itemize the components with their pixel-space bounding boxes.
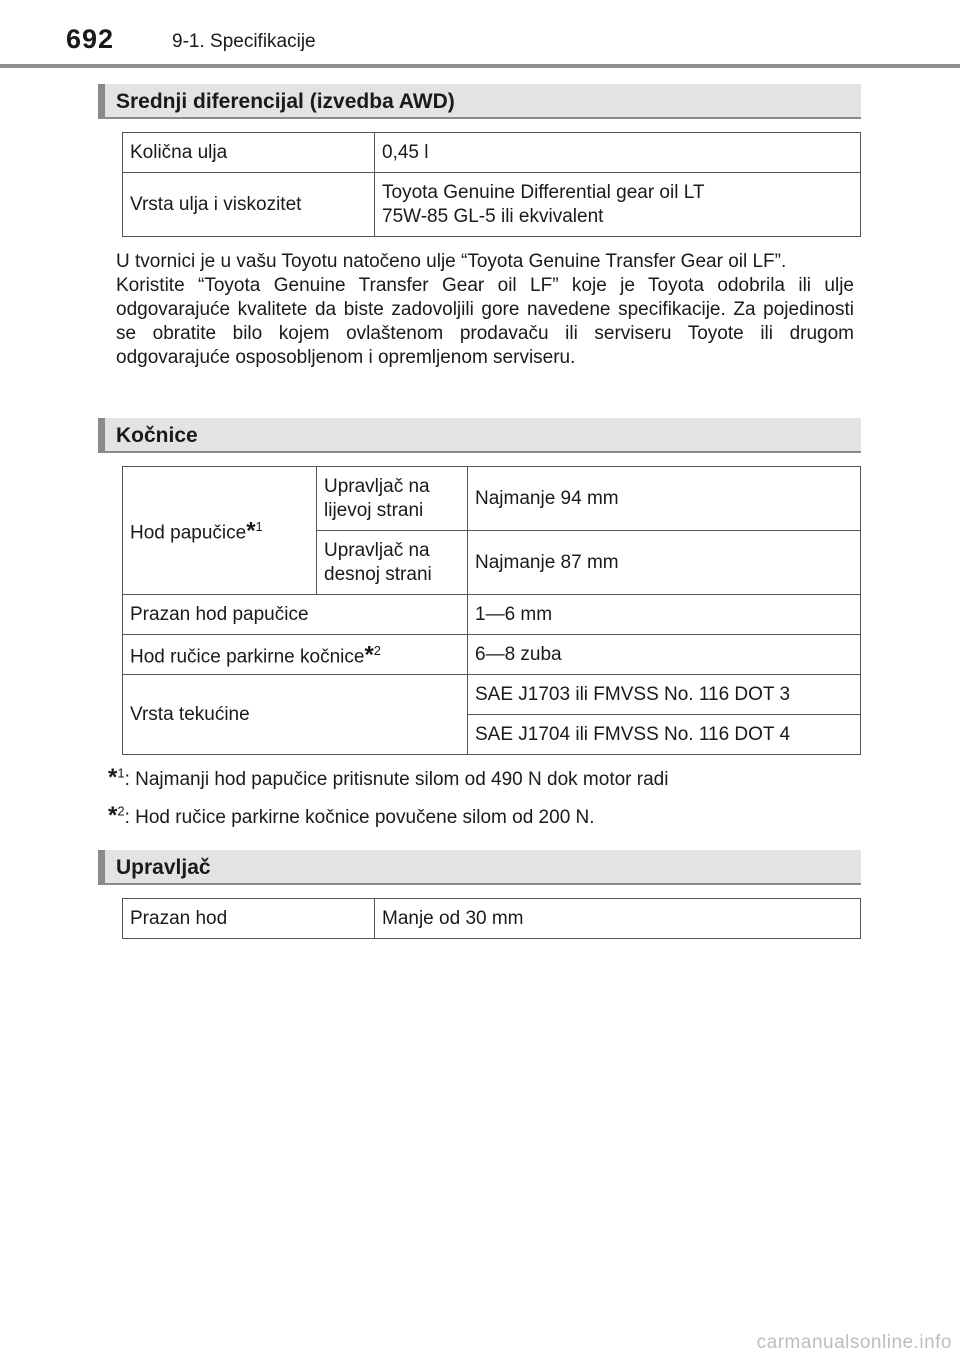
footnote-star: * xyxy=(364,641,374,669)
table-row xyxy=(123,173,861,237)
footnote-star: * xyxy=(246,517,256,545)
section-heading-bar xyxy=(98,418,105,451)
footnote-star: * xyxy=(108,802,118,829)
section-heading-bar xyxy=(98,84,105,117)
page-header xyxy=(0,0,960,70)
section-heading-steering xyxy=(98,850,861,885)
brakes-table xyxy=(122,466,861,755)
footnote xyxy=(108,764,668,792)
footnote-number: 2 xyxy=(117,803,125,819)
sublabel-line: Upravljač na xyxy=(324,475,430,497)
footnote xyxy=(108,802,595,830)
section-title: Kočnice xyxy=(116,424,198,447)
table-cell-value xyxy=(375,173,861,237)
differential-table xyxy=(122,132,861,237)
table-cell-label xyxy=(123,467,317,595)
table-cell-value: Najmanje 94 mm xyxy=(468,467,861,531)
section-heading-bar xyxy=(98,850,105,883)
table-cell-label xyxy=(123,635,468,675)
table-row xyxy=(123,899,861,939)
value-line: Toyota Genuine Differential gear oil LT xyxy=(382,181,705,203)
table-cell-label: Vrsta tekućine xyxy=(123,675,468,755)
table-row xyxy=(123,133,861,173)
table-cell-value: Najmanje 87 mm xyxy=(468,531,861,595)
page-number: 692 xyxy=(66,24,115,54)
table-cell-value: 1—6 mm xyxy=(468,595,861,635)
footnote-number: 1 xyxy=(255,519,263,535)
table-cell-value: 6—8 zuba xyxy=(468,635,861,675)
chapter-title: 9-1. Specifikacije xyxy=(172,31,316,52)
header-rule xyxy=(0,64,960,68)
table-cell-label: Količna ulja xyxy=(123,133,375,173)
table-cell-value: SAE J1703 ili FMVSS No. 116 DOT 3 xyxy=(468,675,861,715)
steering-table xyxy=(122,898,861,939)
paragraph: Koristite “Toyota Genuine Transfer Gear oil LF” koje je Toyota odobrila ili ulje odgovarajuće kvalitete da biste zadovoljili gore navedene specifikacije. Za pojedinosti se obratite bilo kojem ovlaštenom prodavaču ili serviseru Toyote ili drugom odgovarajuće osposobljenom i opremljenom serviseru. xyxy=(116,275,854,368)
section-heading-differential xyxy=(98,84,861,119)
footnote-star: * xyxy=(108,764,118,791)
pedal-travel-label: Hod papučice xyxy=(130,522,247,544)
table-row xyxy=(123,675,861,715)
sublabel-line: Upravljač na xyxy=(324,539,430,561)
section-title: Upravljač xyxy=(116,856,211,879)
section-title: Srednji diferencijal (izvedba AWD) xyxy=(116,90,455,113)
footnote-text: : Hod ručice parkirne kočnice povučene silom od 200 N. xyxy=(124,807,595,828)
table-row xyxy=(123,595,861,635)
table-cell-value: Manje od 30 mm xyxy=(375,899,861,939)
footnote-number: 1 xyxy=(117,765,125,781)
watermark: carmanualsonline.info xyxy=(756,1332,952,1353)
sublabel-line: lijevoj strani xyxy=(324,499,424,521)
table-row xyxy=(123,467,861,531)
table-cell-value: 0,45 l xyxy=(375,133,861,173)
table-cell-sublabel xyxy=(317,467,468,531)
differential-notes xyxy=(116,250,854,370)
sublabel-line: desnoj strani xyxy=(324,563,432,585)
section-heading-brakes xyxy=(98,418,861,453)
table-cell-sublabel xyxy=(317,531,468,595)
table-cell-value: SAE J1704 ili FMVSS No. 116 DOT 4 xyxy=(468,715,861,755)
table-cell-label: Prazan hod xyxy=(123,899,375,939)
table-cell-label: Vrsta ulja i viskozitet xyxy=(123,173,375,237)
footnote-text: : Najmanji hod papučice pritisnute silom od 490 N dok motor radi xyxy=(124,769,669,790)
table-row xyxy=(123,635,861,675)
paragraph: U tvornici je u vašu Toyotu natočeno ulje “Toyota Genuine Transfer Gear oil LF”. xyxy=(116,251,787,272)
parking-lever-label: Hod ručice parkirne kočnice xyxy=(130,646,365,668)
table-cell-label: Prazan hod papučice xyxy=(123,595,468,635)
value-line: 75W-85 GL-5 ili ekvivalent xyxy=(382,205,604,227)
footnote-number: 2 xyxy=(373,643,382,659)
